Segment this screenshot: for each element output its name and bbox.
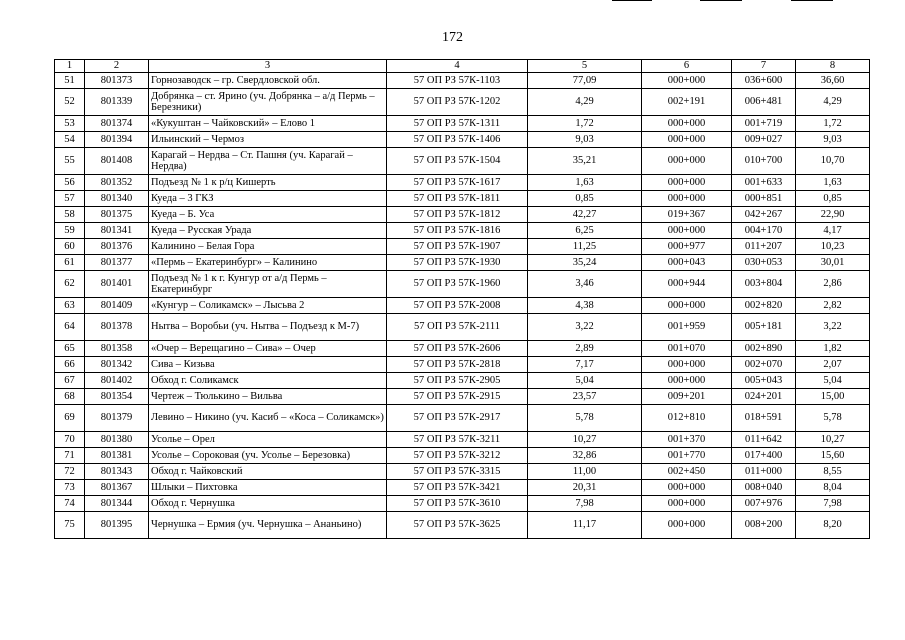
table-body	[55, 60, 870, 539]
section-length-cell: 15,00	[796, 389, 870, 405]
start-km-cell: 019+367	[642, 207, 732, 223]
road-name-cell: Калинино – Белая Гора	[149, 239, 387, 255]
end-km-cell: 030+053	[732, 255, 796, 271]
header-rule-1	[612, 0, 652, 1]
start-km-cell: 000+977	[642, 239, 732, 255]
road-length-cell: 9,03	[528, 132, 642, 148]
start-km-cell: 000+043	[642, 255, 732, 271]
road-id-cell: 57 ОП РЗ 57К-2905	[387, 373, 528, 389]
road-code-cell: 801344	[85, 496, 149, 512]
road-length-cell: 11,00	[528, 464, 642, 480]
road-code-cell: 801401	[85, 271, 149, 298]
road-length-cell: 7,98	[528, 496, 642, 512]
road-length-cell: 5,78	[528, 405, 642, 432]
road-code-cell: 801339	[85, 89, 149, 116]
road-name-cell: Обход г. Чернушка	[149, 496, 387, 512]
road-length-cell: 3,46	[528, 271, 642, 298]
road-code-cell: 801381	[85, 448, 149, 464]
road-code-cell: 801341	[85, 223, 149, 239]
road-code-cell: 801374	[85, 116, 149, 132]
road-code-cell: 801380	[85, 432, 149, 448]
table-row	[55, 464, 870, 480]
start-km-cell: 000+000	[642, 298, 732, 314]
start-km-cell: 000+000	[642, 73, 732, 89]
road-id-cell: 57 ОП РЗ 57К-3610	[387, 496, 528, 512]
start-km-cell: 000+000	[642, 116, 732, 132]
end-km-cell: 003+804	[732, 271, 796, 298]
road-length-cell: 5,04	[528, 373, 642, 389]
road-code-cell: 801394	[85, 132, 149, 148]
table-row	[55, 496, 870, 512]
road-name-cell: Подъезд № 1 к г. Кунгур от а/д Пермь – Екатеринбург	[149, 271, 387, 298]
table-row	[55, 480, 870, 496]
table-row	[55, 223, 870, 239]
start-km-cell: 000+000	[642, 357, 732, 373]
end-km-cell: 005+181	[732, 314, 796, 341]
road-id-cell: 57 ОП РЗ 57К-1811	[387, 191, 528, 207]
end-km-cell: 002+890	[732, 341, 796, 357]
start-km-cell: 000+000	[642, 223, 732, 239]
road-id-cell: 57 ОП РЗ 57К-1406	[387, 132, 528, 148]
table-row	[55, 373, 870, 389]
end-km-cell: 008+040	[732, 480, 796, 496]
table-row	[55, 405, 870, 432]
road-name-cell: Добрянка – ст. Ярино (уч. Добрянка – а/д Пермь – Березники)	[149, 89, 387, 116]
row-number-cell: 72	[55, 464, 85, 480]
road-length-cell: 6,25	[528, 223, 642, 239]
column-header: 1	[55, 60, 85, 73]
table-row	[55, 298, 870, 314]
end-km-cell: 006+481	[732, 89, 796, 116]
road-code-cell: 801408	[85, 148, 149, 175]
header-rule-2	[700, 0, 742, 1]
start-km-cell: 009+201	[642, 389, 732, 405]
road-name-cell: «Очер – Верещагино – Сива» – Очер	[149, 341, 387, 357]
road-id-cell: 57 ОП РЗ 57К-3315	[387, 464, 528, 480]
road-length-cell: 0,85	[528, 191, 642, 207]
start-km-cell: 000+000	[642, 373, 732, 389]
table-row	[55, 175, 870, 191]
row-number-cell: 57	[55, 191, 85, 207]
row-number-cell: 74	[55, 496, 85, 512]
start-km-cell: 000+000	[642, 480, 732, 496]
start-km-cell: 002+191	[642, 89, 732, 116]
row-number-cell: 63	[55, 298, 85, 314]
road-length-cell: 35,21	[528, 148, 642, 175]
road-code-cell: 801375	[85, 207, 149, 223]
start-km-cell: 000+000	[642, 175, 732, 191]
road-id-cell: 57 ОП РЗ 57К-1907	[387, 239, 528, 255]
column-header: 3	[149, 60, 387, 73]
row-number-cell: 54	[55, 132, 85, 148]
row-number-cell: 56	[55, 175, 85, 191]
section-length-cell: 0,85	[796, 191, 870, 207]
start-km-cell: 001+770	[642, 448, 732, 464]
road-length-cell: 42,27	[528, 207, 642, 223]
road-code-cell: 801379	[85, 405, 149, 432]
road-name-cell: Чертеж – Тюлькино – Вильва	[149, 389, 387, 405]
row-number-cell: 59	[55, 223, 85, 239]
row-number-cell: 51	[55, 73, 85, 89]
road-length-cell: 4,38	[528, 298, 642, 314]
table-row	[55, 255, 870, 271]
road-length-cell: 11,17	[528, 512, 642, 539]
end-km-cell: 001+633	[732, 175, 796, 191]
road-name-cell: Ильинский – Чермоз	[149, 132, 387, 148]
row-number-cell: 71	[55, 448, 85, 464]
row-number-cell: 61	[55, 255, 85, 271]
start-km-cell: 000+000	[642, 132, 732, 148]
end-km-cell: 000+851	[732, 191, 796, 207]
road-length-cell: 20,31	[528, 480, 642, 496]
road-length-cell: 32,86	[528, 448, 642, 464]
column-header: 2	[85, 60, 149, 73]
start-km-cell: 000+000	[642, 512, 732, 539]
end-km-cell: 007+976	[732, 496, 796, 512]
road-length-cell: 11,25	[528, 239, 642, 255]
end-km-cell: 002+820	[732, 298, 796, 314]
section-length-cell: 22,90	[796, 207, 870, 223]
row-number-cell: 65	[55, 341, 85, 357]
road-code-cell: 801376	[85, 239, 149, 255]
table-row	[55, 512, 870, 539]
road-length-cell: 4,29	[528, 89, 642, 116]
start-km-cell: 000+000	[642, 191, 732, 207]
end-km-cell: 001+719	[732, 116, 796, 132]
end-km-cell: 010+700	[732, 148, 796, 175]
row-number-cell: 64	[55, 314, 85, 341]
table-row	[55, 191, 870, 207]
road-length-cell: 1,63	[528, 175, 642, 191]
row-number-cell: 55	[55, 148, 85, 175]
start-km-cell: 000+944	[642, 271, 732, 298]
road-name-cell: Куеда – Русская Урада	[149, 223, 387, 239]
section-length-cell: 10,27	[796, 432, 870, 448]
road-name-cell: Подъезд № 1 к р/ц Кишерть	[149, 175, 387, 191]
table-row	[55, 116, 870, 132]
table-row	[55, 239, 870, 255]
road-code-cell: 801343	[85, 464, 149, 480]
road-id-cell: 57 ОП РЗ 57К-2917	[387, 405, 528, 432]
row-number-cell: 75	[55, 512, 85, 539]
road-length-cell: 10,27	[528, 432, 642, 448]
section-length-cell: 2,86	[796, 271, 870, 298]
road-code-cell: 801340	[85, 191, 149, 207]
section-length-cell: 8,20	[796, 512, 870, 539]
section-length-cell: 8,04	[796, 480, 870, 496]
end-km-cell: 024+201	[732, 389, 796, 405]
column-header: 8	[796, 60, 870, 73]
road-name-cell: «Кунгур – Соликамск» – Лысьва 2	[149, 298, 387, 314]
road-code-cell: 801352	[85, 175, 149, 191]
road-id-cell: 57 ОП РЗ 57К-1930	[387, 255, 528, 271]
road-length-cell: 77,09	[528, 73, 642, 89]
road-id-cell: 57 ОП РЗ 57К-3212	[387, 448, 528, 464]
section-length-cell: 1,63	[796, 175, 870, 191]
road-id-cell: 57 ОП РЗ 57К-3421	[387, 480, 528, 496]
column-header: 6	[642, 60, 732, 73]
section-length-cell: 4,29	[796, 89, 870, 116]
section-length-cell: 10,23	[796, 239, 870, 255]
end-km-cell: 009+027	[732, 132, 796, 148]
end-km-cell: 018+591	[732, 405, 796, 432]
end-km-cell: 036+600	[732, 73, 796, 89]
end-km-cell: 011+207	[732, 239, 796, 255]
section-length-cell: 1,82	[796, 341, 870, 357]
table-row	[55, 432, 870, 448]
table-row	[55, 448, 870, 464]
table-row	[55, 341, 870, 357]
road-name-cell: Усолье – Орел	[149, 432, 387, 448]
section-length-cell: 10,70	[796, 148, 870, 175]
section-length-cell: 8,55	[796, 464, 870, 480]
start-km-cell: 001+070	[642, 341, 732, 357]
column-header: 4	[387, 60, 528, 73]
end-km-cell: 008+200	[732, 512, 796, 539]
road-code-cell: 801358	[85, 341, 149, 357]
header-row	[55, 60, 870, 73]
road-length-cell: 2,89	[528, 341, 642, 357]
row-number-cell: 67	[55, 373, 85, 389]
road-id-cell: 57 ОП РЗ 57К-1202	[387, 89, 528, 116]
road-id-cell: 57 ОП РЗ 57К-2818	[387, 357, 528, 373]
start-km-cell: 001+370	[642, 432, 732, 448]
table-row	[55, 148, 870, 175]
section-length-cell: 1,72	[796, 116, 870, 132]
section-length-cell: 5,04	[796, 373, 870, 389]
row-number-cell: 60	[55, 239, 85, 255]
header-rule-3	[791, 0, 833, 1]
section-length-cell: 3,22	[796, 314, 870, 341]
row-number-cell: 53	[55, 116, 85, 132]
road-length-cell: 1,72	[528, 116, 642, 132]
road-length-cell: 23,57	[528, 389, 642, 405]
road-name-cell: Усолье – Сороковая (уч. Усолье – Березовка)	[149, 448, 387, 464]
road-code-cell: 801377	[85, 255, 149, 271]
road-code-cell: 801402	[85, 373, 149, 389]
page-number: 172	[442, 30, 463, 45]
table-row	[55, 89, 870, 116]
road-name-cell: «Кукуштан – Чайковский» – Елово 1	[149, 116, 387, 132]
section-length-cell: 36,60	[796, 73, 870, 89]
road-name-cell: Левино – Никино (уч. Касиб – «Коса – Соликамск»)	[149, 405, 387, 432]
road-length-cell: 3,22	[528, 314, 642, 341]
start-km-cell: 001+959	[642, 314, 732, 341]
start-km-cell: 012+810	[642, 405, 732, 432]
table-row	[55, 357, 870, 373]
road-id-cell: 57 ОП РЗ 57К-2915	[387, 389, 528, 405]
road-id-cell: 57 ОП РЗ 57К-2111	[387, 314, 528, 341]
road-name-cell: Куеда – 3 ГКЗ	[149, 191, 387, 207]
row-number-cell: 73	[55, 480, 85, 496]
road-id-cell: 57 ОП РЗ 57К-1504	[387, 148, 528, 175]
road-id-cell: 57 ОП РЗ 57К-2606	[387, 341, 528, 357]
road-name-cell: Обход г. Чайковский	[149, 464, 387, 480]
road-id-cell: 57 ОП РЗ 57К-1311	[387, 116, 528, 132]
row-number-cell: 68	[55, 389, 85, 405]
section-length-cell: 9,03	[796, 132, 870, 148]
section-length-cell: 2,82	[796, 298, 870, 314]
end-km-cell: 011+000	[732, 464, 796, 480]
row-number-cell: 62	[55, 271, 85, 298]
road-id-cell: 57 ОП РЗ 57К-1812	[387, 207, 528, 223]
section-length-cell: 7,98	[796, 496, 870, 512]
table-row	[55, 132, 870, 148]
table-row	[55, 314, 870, 341]
section-length-cell: 30,01	[796, 255, 870, 271]
road-code-cell: 801409	[85, 298, 149, 314]
table-row	[55, 207, 870, 223]
road-id-cell: 57 ОП РЗ 57К-2008	[387, 298, 528, 314]
row-number-cell: 69	[55, 405, 85, 432]
row-number-cell: 58	[55, 207, 85, 223]
road-id-cell: 57 ОП РЗ 57К-1617	[387, 175, 528, 191]
road-name-cell: Карагай – Нердва – Ст. Пашня (уч. Карагай – Нердва)	[149, 148, 387, 175]
end-km-cell: 002+070	[732, 357, 796, 373]
end-km-cell: 004+170	[732, 223, 796, 239]
road-code-cell: 801373	[85, 73, 149, 89]
road-id-cell: 57 ОП РЗ 57К-1960	[387, 271, 528, 298]
road-name-cell: Куеда – Б. Уса	[149, 207, 387, 223]
start-km-cell: 000+000	[642, 148, 732, 175]
start-km-cell: 000+000	[642, 496, 732, 512]
table-row	[55, 271, 870, 298]
section-length-cell: 15,60	[796, 448, 870, 464]
start-km-cell: 002+450	[642, 464, 732, 480]
road-name-cell: Нытва – Воробьи (уч. Нытва – Подъезд к М-7)	[149, 314, 387, 341]
road-name-cell: «Пермь – Екатеринбург» – Калинино	[149, 255, 387, 271]
road-name-cell: Обход г. Соликамск	[149, 373, 387, 389]
road-length-cell: 35,24	[528, 255, 642, 271]
road-id-cell: 57 ОП РЗ 57К-1816	[387, 223, 528, 239]
road-code-cell: 801354	[85, 389, 149, 405]
row-number-cell: 66	[55, 357, 85, 373]
end-km-cell: 042+267	[732, 207, 796, 223]
row-number-cell: 70	[55, 432, 85, 448]
end-km-cell: 017+400	[732, 448, 796, 464]
road-length-cell: 7,17	[528, 357, 642, 373]
road-name-cell: Сива – Кизьва	[149, 357, 387, 373]
table-row	[55, 389, 870, 405]
section-length-cell: 2,07	[796, 357, 870, 373]
road-name-cell: Горнозаводск – гр. Свердловской обл.	[149, 73, 387, 89]
section-length-cell: 5,78	[796, 405, 870, 432]
section-length-cell: 4,17	[796, 223, 870, 239]
roads-table	[54, 59, 870, 539]
road-id-cell: 57 ОП РЗ 57К-3625	[387, 512, 528, 539]
end-km-cell: 005+043	[732, 373, 796, 389]
column-header: 7	[732, 60, 796, 73]
road-id-cell: 57 ОП РЗ 57К-3211	[387, 432, 528, 448]
column-header: 5	[528, 60, 642, 73]
road-code-cell: 801395	[85, 512, 149, 539]
end-km-cell: 011+642	[732, 432, 796, 448]
road-name-cell: Чернушка – Ермия (уч. Чернушка – Ананьино)	[149, 512, 387, 539]
row-number-cell: 52	[55, 89, 85, 116]
road-code-cell: 801378	[85, 314, 149, 341]
road-id-cell: 57 ОП РЗ 57К-1103	[387, 73, 528, 89]
road-name-cell: Шлыки – Пихтовка	[149, 480, 387, 496]
road-code-cell: 801367	[85, 480, 149, 496]
road-code-cell: 801342	[85, 357, 149, 373]
table-row	[55, 73, 870, 89]
